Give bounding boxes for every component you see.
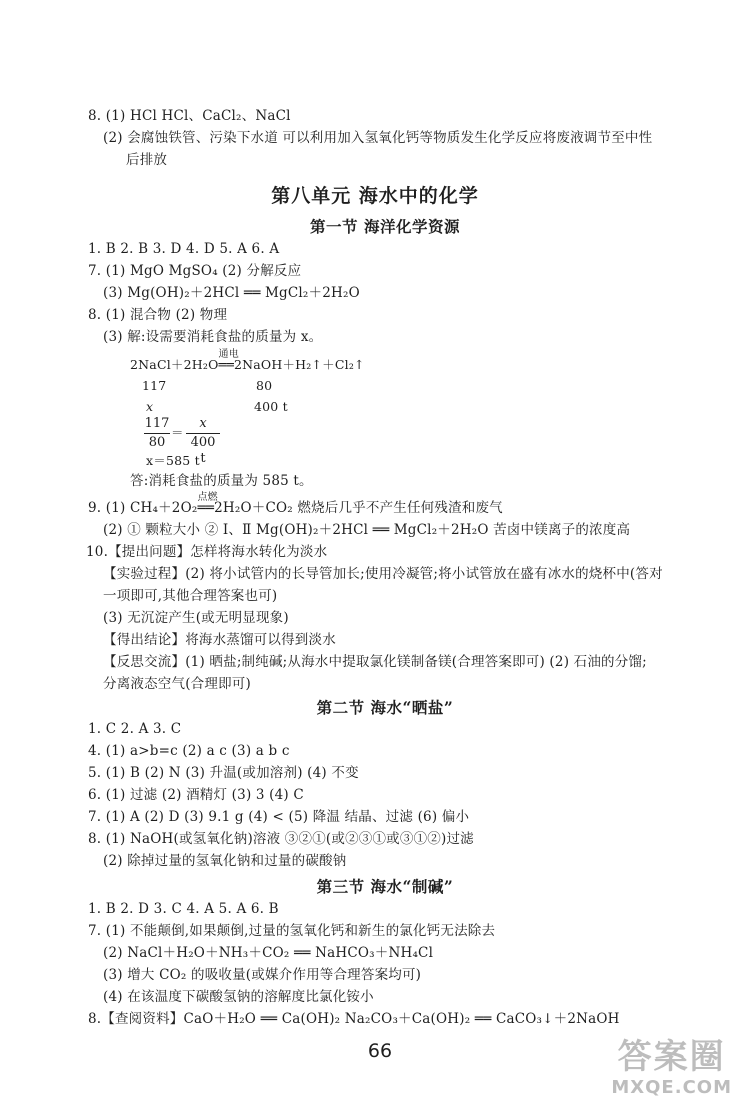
- sec1-q10-part3: (3) 无沉淀产生(或无明显现象): [103, 610, 289, 626]
- fraction-117-80: 117 80: [144, 416, 170, 450]
- combustion-condition: 点燃: [197, 492, 218, 503]
- sec3-q7-part3: (3) 增大 CO₂ 的吸收量(或媒介作用等合理答案均可): [103, 967, 422, 983]
- electrolysis-equation: 2NaCl＋2H₂O 通电 ══2NaOH＋H₂↑＋Cl₂↑: [130, 356, 365, 374]
- sec1-q8-answer: 答:消耗食盐的质量为 585 t。: [130, 473, 313, 489]
- sec1-q10-reflection-cont: 分离液态空气(合理即可): [103, 676, 251, 692]
- sec1-q8-part3: (3) 解:设需要消耗食盐的质量为 x。: [103, 329, 323, 345]
- answer-8-part2-cont: 后排放: [126, 152, 168, 168]
- combustion-arrow: 点燃 ══: [197, 499, 214, 517]
- section2-title: 第二节 海水“晒盐”: [316, 698, 454, 717]
- naoh-mass: 400 t: [254, 399, 288, 414]
- sec1-q8: 8. (1) 混合物 (2) 物理: [88, 307, 228, 323]
- page-number: 66: [367, 1040, 393, 1062]
- unknown-x: x: [146, 399, 154, 414]
- sec1-q10-conclusion: 【得出结论】将海水蒸馏可以得到淡水: [103, 632, 336, 648]
- sec1-q10-process: 【实验过程】(2) 将小试管内的长导管加长;使用冷凝管;将小试管放在盛有冰水的烧杯中(答对: [103, 566, 663, 582]
- sec1-q7-part3: (3) Mg(OH)₂＋2HCl ══ MgCl₂＋2H₂O: [103, 285, 360, 301]
- sec2-q4: 4. (1) a>b=c (2) a c (3) a b c: [88, 743, 290, 759]
- answer-8-part1: 8. (1) HCl HCl、CaCl₂、NaCl: [88, 108, 291, 124]
- section1-title: 第一节 海洋化学资源: [310, 217, 460, 236]
- reaction-arrow: 通电 ══: [219, 356, 234, 374]
- sec2-q7: 7. (1) A (2) D (3) 9.1 g (4) < (5) 降温 结晶、过滤 (6) 偏小: [88, 809, 470, 825]
- sec2-q5: 5. (1) B (2) N (3) 升温(或加溶剂) (4) 不变: [88, 765, 359, 781]
- watermark-url: MXQE.COM: [611, 1077, 732, 1098]
- result-x: x＝585 t: [146, 453, 200, 468]
- section3-title: 第三节 海水“制碱”: [316, 877, 454, 896]
- sec1-q10-process-cont: 一项即可,其他合理答案也可): [103, 588, 278, 604]
- sec1-q9: 9. (1) CH₄＋2O₂ 点燃 ══2H₂O＋CO₂ 燃烧后几乎不产生任何残渣和废气: [88, 499, 503, 517]
- sec2-q8: 8. (1) NaOH(或氢氧化钠)溶液 ③②①(或②③①或③①②)过滤: [88, 831, 474, 847]
- reaction-condition: 通电: [218, 349, 239, 360]
- sec1-q10-reflection: 【反思交流】(1) 晒盐;制纯碱;从海水中提取氯化镁制备镁(合理答案即可) (2) 石油的分馏;: [103, 654, 647, 670]
- sec1-mc-answers: 1. B 2. B 3. D 4. D 5. A 6. A: [88, 241, 280, 257]
- sec1-q7: 7. (1) MgO MgSO₄ (2) 分解反应: [88, 263, 302, 279]
- fraction-x-400: x 400 t: [186, 416, 220, 467]
- watermark-logo: [611, 1037, 732, 1098]
- answer-8-part2: (2) 会腐蚀铁管、污染下水道 可以利用加入氢氧化钙等物质发生化学反应将废液调节至中性: [103, 130, 653, 146]
- equals-sign: ＝: [171, 425, 184, 440]
- sec2-mc-answers: 1. C 2. A 3. C: [88, 721, 182, 737]
- molar-mass-nacl: 117: [142, 378, 167, 393]
- unit-title: 第八单元 海水中的化学: [271, 185, 479, 207]
- sec3-q8: 8.【查阅资料】CaO＋H₂O ══ Ca(OH)₂ Na₂CO₃＋Ca(OH)₂ ══ CaCO₃↓＋2NaOH: [88, 1011, 620, 1027]
- sec3-mc-answers: 1. B 2. D 3. C 4. A 5. A 6. B: [88, 901, 279, 917]
- sec2-q6: 6. (1) 过滤 (2) 酒精灯 (3) 3 (4) C: [88, 787, 304, 803]
- sec3-q7-part4: (4) 在该温度下碳酸氢钠的溶解度比氯化铵小: [103, 989, 374, 1005]
- watermark-text: 答案圈: [617, 1037, 726, 1077]
- sec1-q9-part2: (2) ① 颗粒大小 ② Ⅰ、Ⅱ Mg(OH)₂＋2HCl ══ MgCl₂＋2H₂O 苦卤中镁离子的浓度高: [103, 522, 631, 538]
- molar-mass-naoh: 80: [256, 378, 273, 393]
- sec3-q7-part2: (2) NaCl＋H₂O＋NH₃＋CO₂ ══ NaHCO₃＋NH₄Cl: [103, 945, 434, 961]
- sec3-q7: 7. (1) 不能颠倒,如果颠倒,过量的氢氧化钙和新生的氯化钙无法除去: [88, 923, 496, 939]
- sec1-q10-question: 10.【提出问题】怎样将海水转化为淡水: [86, 544, 328, 560]
- sec2-q8-part2: (2) 除掉过量的氢氧化钠和过量的碳酸钠: [103, 853, 347, 869]
